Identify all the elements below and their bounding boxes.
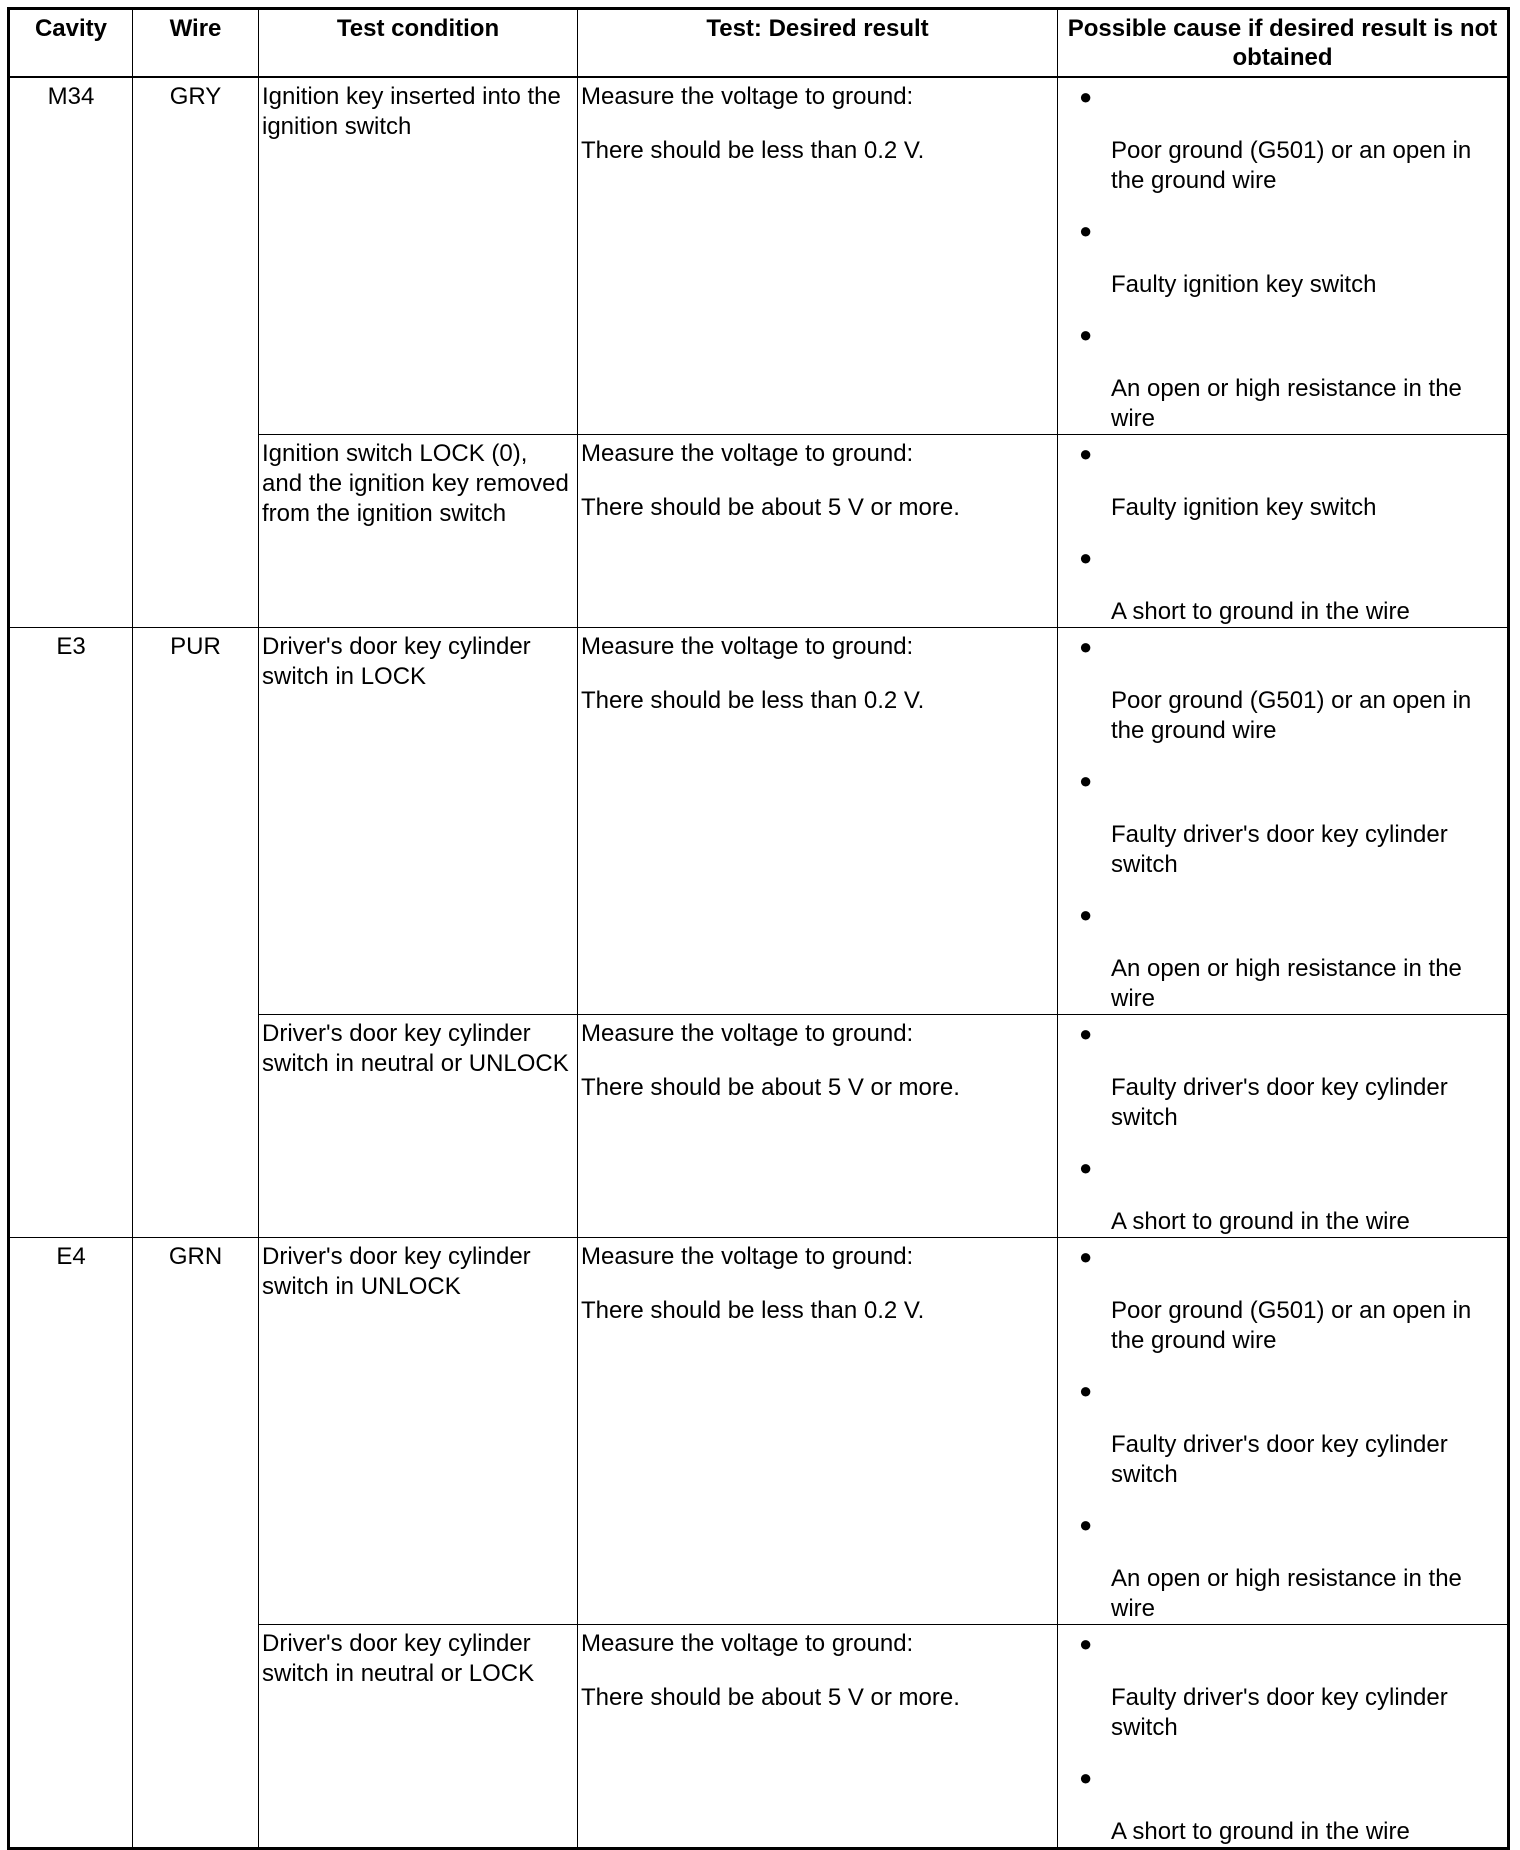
test-instruction: Measure the voltage to ground:	[581, 83, 914, 110]
header-possible-cause: Possible cause if desired result is not obtained	[1058, 9, 1509, 78]
possible-cause-cell	[1058, 77, 1509, 435]
expected-value: There should be about 5 V or more.	[581, 1074, 960, 1101]
expected-value: There should be less than 0.2 V.	[581, 137, 925, 164]
cause-list-item	[1061, 1510, 1504, 1624]
diagnostic-table	[7, 7, 1510, 1850]
header-test-condition: Test condition	[259, 9, 578, 78]
cause-list-item	[1061, 320, 1504, 434]
expected-value: There should be less than 0.2 V.	[581, 687, 925, 714]
wire-cell: GRN	[133, 1238, 259, 1849]
cause-text: Faulty driver's door key cylinder switch	[1111, 1074, 1448, 1131]
bullet-icon: ●	[1079, 322, 1093, 347]
table-row	[9, 1238, 1509, 1625]
bullet-icon: ●	[1079, 1765, 1093, 1790]
expected-value: There should be about 5 V or more.	[581, 1684, 960, 1711]
cause-text: Poor ground (G501) or an open in the ground wire	[1111, 137, 1472, 194]
bullet-icon: ●	[1079, 1155, 1093, 1180]
cause-text: An open or high resistance in the wire	[1111, 375, 1462, 432]
cause-text: A short to ground in the wire	[1111, 1208, 1410, 1235]
cause-list-item	[1061, 632, 1504, 746]
cavity-cell: M34	[9, 77, 133, 628]
bullet-icon: ●	[1079, 218, 1093, 243]
bullet-icon: ●	[1079, 768, 1093, 793]
desired-result-cell	[578, 628, 1058, 1015]
test-instruction: Measure the voltage to ground:	[581, 1243, 914, 1270]
test-instruction: Measure the voltage to ground:	[581, 1020, 914, 1047]
header-row	[9, 9, 1509, 78]
test-condition-cell: Ignition key inserted into the ignition switch	[259, 77, 578, 435]
bullet-icon: ●	[1079, 1631, 1093, 1656]
cause-list-item	[1061, 1019, 1504, 1133]
cause-list-item	[1061, 1376, 1504, 1490]
cause-text: An open or high resistance in the wire	[1111, 1565, 1462, 1622]
header-cavity: Cavity	[9, 9, 133, 78]
cavity-cell: E3	[9, 628, 133, 1238]
expected-value: There should be less than 0.2 V.	[581, 1297, 925, 1324]
cause-list-item	[1061, 1153, 1504, 1237]
cavity-cell: E4	[9, 1238, 133, 1849]
wire-cell: GRY	[133, 77, 259, 628]
possible-cause-cell	[1058, 1238, 1509, 1625]
table-row	[9, 77, 1509, 435]
bullet-icon: ●	[1079, 902, 1093, 927]
cause-text: Faulty driver's door key cylinder switch	[1111, 821, 1448, 878]
possible-cause-cell	[1058, 628, 1509, 1015]
test-instruction: Measure the voltage to ground:	[581, 1630, 914, 1657]
cause-list-item	[1061, 766, 1504, 880]
wire-cell: PUR	[133, 628, 259, 1238]
cause-text: A short to ground in the wire	[1111, 1818, 1410, 1845]
cause-text: Faulty driver's door key cylinder switch	[1111, 1431, 1448, 1488]
bullet-icon: ●	[1079, 634, 1093, 659]
test-condition-cell: Driver's door key cylinder switch in UNLOCK	[259, 1238, 578, 1625]
cause-text: Poor ground (G501) or an open in the ground wire	[1111, 687, 1472, 744]
test-condition-cell: Driver's door key cylinder switch in neutral or LOCK	[259, 1625, 578, 1849]
test-instruction: Measure the voltage to ground:	[581, 633, 914, 660]
desired-result-cell	[578, 77, 1058, 435]
cause-text: A short to ground in the wire	[1111, 598, 1410, 625]
bullet-icon: ●	[1079, 441, 1093, 466]
desired-result-cell	[578, 1015, 1058, 1238]
test-condition-cell: Driver's door key cylinder switch in neutral or UNLOCK	[259, 1015, 578, 1238]
desired-result-cell	[578, 1238, 1058, 1625]
table-row	[9, 628, 1509, 1015]
bullet-icon: ●	[1079, 545, 1093, 570]
cause-text: Faulty ignition key switch	[1111, 494, 1377, 521]
bullet-icon: ●	[1079, 1021, 1093, 1046]
bullet-icon: ●	[1079, 84, 1093, 109]
cause-list-item	[1061, 900, 1504, 1014]
cause-list-item	[1061, 1629, 1504, 1743]
bullet-icon: ●	[1079, 1512, 1093, 1537]
bullet-icon: ●	[1079, 1244, 1093, 1269]
cause-list-item	[1061, 82, 1504, 196]
expected-value: There should be about 5 V or more.	[581, 494, 960, 521]
cause-list-item	[1061, 1242, 1504, 1356]
cause-text: An open or high resistance in the wire	[1111, 955, 1462, 1012]
bullet-icon: ●	[1079, 1378, 1093, 1403]
cause-text: Poor ground (G501) or an open in the ground wire	[1111, 1297, 1472, 1354]
test-condition-cell: Driver's door key cylinder switch in LOCK	[259, 628, 578, 1015]
cause-list-item	[1061, 1763, 1504, 1847]
cause-list-item	[1061, 439, 1504, 523]
test-instruction: Measure the voltage to ground:	[581, 440, 914, 467]
header-desired-result: Test: Desired result	[578, 9, 1058, 78]
cause-list-item	[1061, 216, 1504, 300]
possible-cause-cell	[1058, 1625, 1509, 1849]
desired-result-cell	[578, 1625, 1058, 1849]
desired-result-cell	[578, 435, 1058, 628]
header-wire: Wire	[133, 9, 259, 78]
possible-cause-cell	[1058, 435, 1509, 628]
cause-text: Faulty driver's door key cylinder switch	[1111, 1684, 1448, 1741]
test-condition-cell: Ignition switch LOCK (0), and the ignition key removed from the ignition switch	[259, 435, 578, 628]
possible-cause-cell	[1058, 1015, 1509, 1238]
cause-text: Faulty ignition key switch	[1111, 271, 1377, 298]
cause-list-item	[1061, 543, 1504, 627]
